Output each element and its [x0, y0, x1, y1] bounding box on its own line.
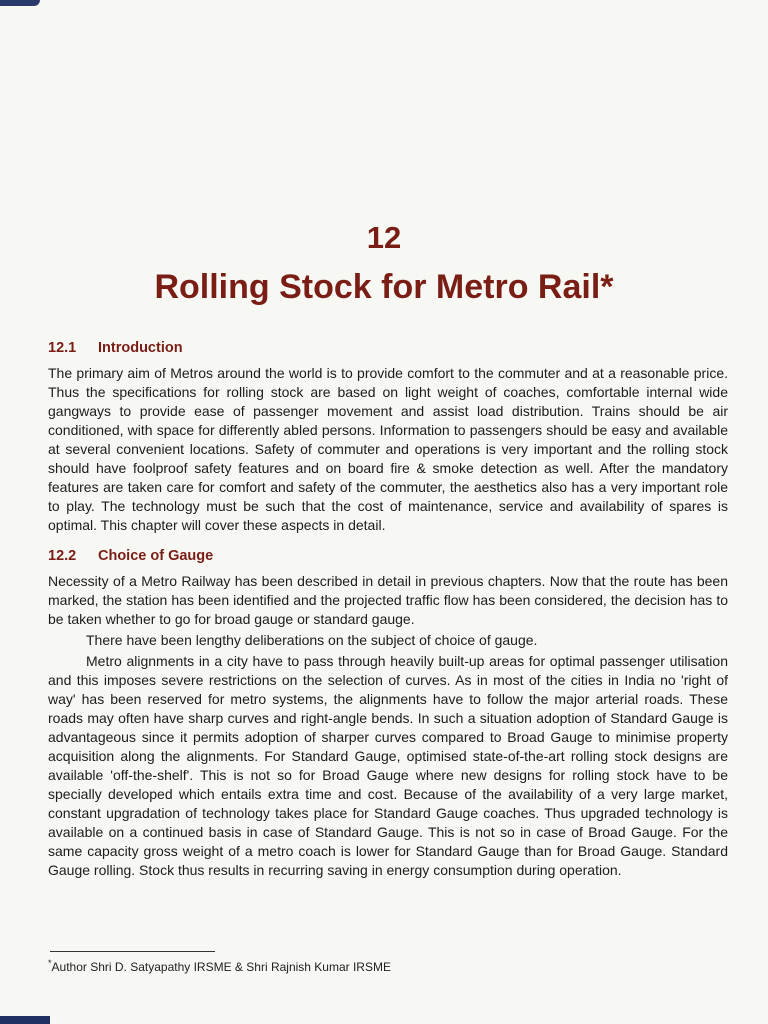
section-title: Choice of Gauge — [98, 548, 214, 564]
paragraph: The primary aim of Metros around the world is to provide comfort to the commuter and at a reasonable price. Thus the specifications for rolling stock are based on light weight of coaches, comfortable internal wide gangways to provide ease of passenger movement and assist load distribution. Trains should be air conditioned, with space for differently abled persons. Information to passengers should be easy and available at several convenient locations. Safety of commuter and operations is very important and the rolling stock should have foolproof safety features and on board fire & smoke detection as well. After the mandatory features are taken care for comfort and safety of the commuter, the aesthetics also has a very important role to play. The technology must be such that the cost of maintenance, service and availability of spares is optimal. This chapter will cover these aspects in detail. — [48, 365, 728, 533]
footnote — [48, 958, 391, 974]
paragraph: Necessity of a Metro Railway has been described in detail in previous chapters. Now that the route has been marked, the station has been identified and the projected traffic flow has been considered, the decision has to be taken whether to go for broad gauge or standard gauge. — [48, 573, 728, 627]
page-edge-shadow-bottom — [0, 1016, 50, 1024]
chapter-number: 12 — [366, 220, 402, 255]
footnote-marker: * — [48, 958, 52, 968]
footnote-divider — [50, 951, 215, 952]
paragraph: Metro alignments in a city have to pass through heavily built-up areas for optimal passenger utilisation and this imposes severe restrictions on the selection of curves. As in most of the cities in India no 'right of way' has been reserved for metro systems, the alignments have to follow the major arterial roads. These roads may often have sharp curves and right-angle bends. In such a situation adoption of Standard Gauge is advantageous since it permits adoption of sharper curves compared to Broad Gauge to minimise property acquisition along the alignments. For Standard Gauge, optimised state-of-the-art rolling stock designs are available 'off-the-shelf'. This is not so for Broad Gauge where new designs for rolling stock have to be specially developed which entails extra time and cost. Because of the availability of a very large market, constant upgradation of technology takes place for Standard Gauge coaches. Thus upgraded technology is available on a continued basis in case of Standard Gauge. This is not so in case of Broad Gauge. For the same capacity gross weight of a metro coach is lower for Standard Gauge than for Broad Gauge. Standard Gauge rolling. Stock thus results in recurring saving in energy consumption during operation. — [48, 653, 728, 878]
section-number: 12.2 — [48, 548, 77, 564]
paragraph: There have been lengthy deliberations on the subject of choice of gauge. — [86, 632, 538, 648]
section-heading-introduction — [48, 339, 728, 358]
page-body — [48, 339, 728, 880]
section-title: Introduction — [98, 340, 183, 356]
chapter-title: Rolling Stock for Metro Rail* — [154, 268, 614, 306]
section-number: 12.1 — [48, 340, 77, 356]
footnote-text: Author Shri D. Satyapathy IRSME & Shri Rajnish Kumar IRSME — [51, 960, 391, 974]
page-edge-shadow-top — [0, 0, 40, 6]
section-heading-choice-of-gauge — [48, 547, 728, 566]
